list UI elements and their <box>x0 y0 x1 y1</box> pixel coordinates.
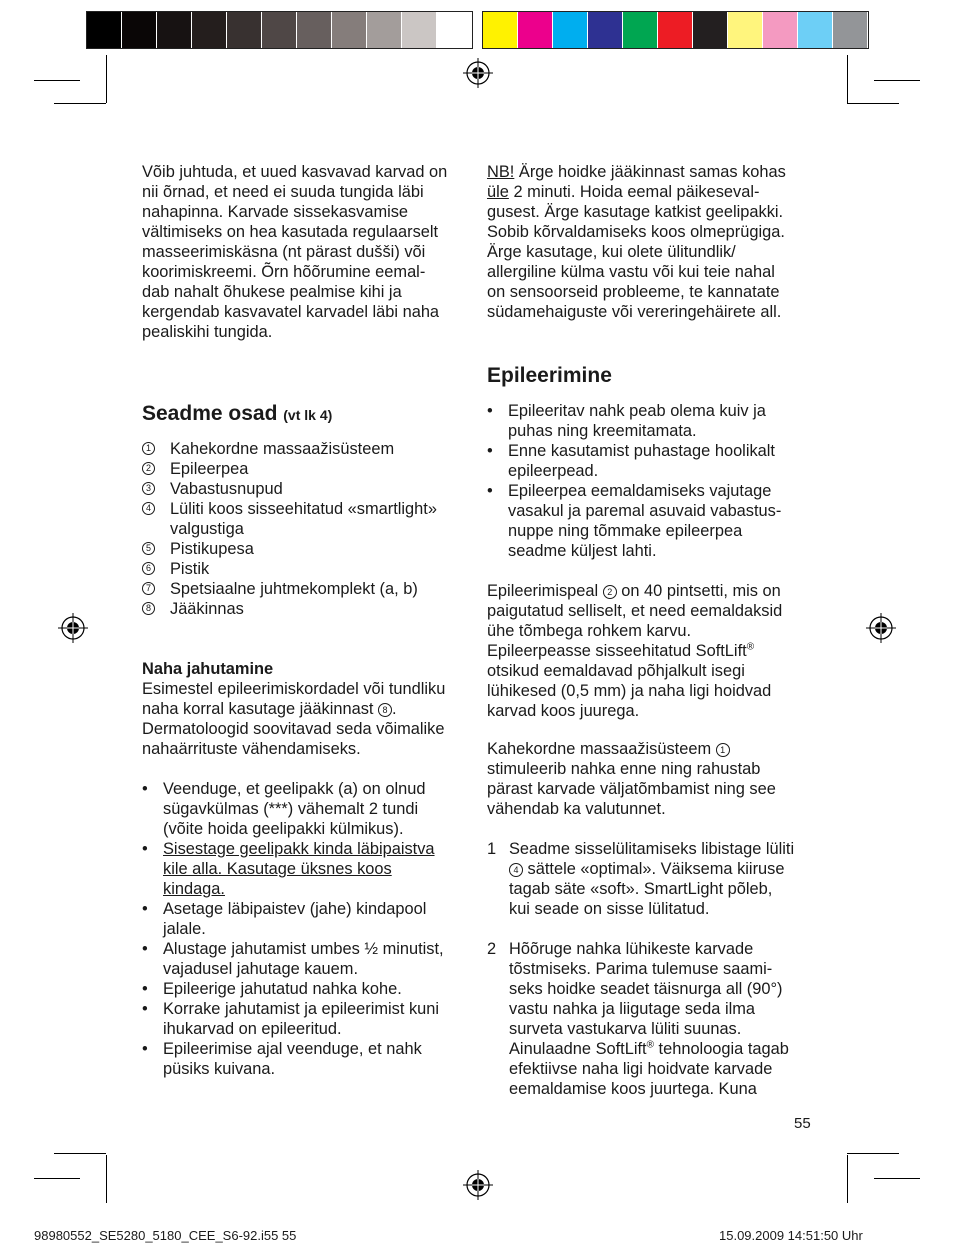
color-swatch <box>693 12 728 48</box>
list-item: • Asetage läbipaistev (jahe) kindapool jalale. <box>142 899 472 939</box>
nb-warning-paragraph: NB! Ärge hoidke jääkinnast samas kohas üle 2 minuti. Hoida eemal päikeseval- gusest. Ärge kasutage katkist geelipakki. Sobib kõrvaldamiseks koos olmeprügiga. Ärge kasutage, kui olete ülitundlik/ allergiline külma vastu või kui teie nahal on sensoorseid probleeme, te kannatate südamehaiguste või vereringehäirete all. <box>487 163 786 321</box>
circled-number: 7 <box>142 582 155 595</box>
gray-swatch <box>297 12 332 48</box>
color-calibration-bar <box>482 11 869 49</box>
circled-number: 8 <box>378 703 392 717</box>
gray-swatch <box>332 12 367 48</box>
step-number: 1 <box>487 840 497 858</box>
list-item: 2 Epileerpea <box>142 459 472 479</box>
gray-swatch <box>262 12 297 48</box>
steps-list <box>487 839 817 1099</box>
list-item: • Epileerpea eemaldamiseks vajutage vasakul ja paremal asuvaid vabastus- nuppe ning tõmmake epileerpea seadme küljest lahti. <box>487 481 817 561</box>
list-item: 8 Jääkinnas <box>142 599 472 619</box>
list-item: 5 Pistikupesa <box>142 539 472 559</box>
list-item: • Veenduge, et geelipakk (a) on olnud sügavkülmas (***) vähemalt 2 tundi (võite hoida geelipakki külmikus). <box>142 779 472 839</box>
color-swatch <box>658 12 693 48</box>
epilation-head-paragraph: Epileerimispeal 2 on 40 pintsetti, mis on paigutatud selliselt, et need eemaldaksid ühe tõmbega rohkem karvu. Epileerpeasse sisseehitatud SoftLift® otsikud eemaldavad põhjalkult isegi lühikesed (0,5 mm) ja naha ligi hoidvad karvad koos juurega. <box>487 582 783 720</box>
circled-number: 6 <box>142 562 155 575</box>
footer-timestamp: 15.09.2009 14:51:50 Uhr <box>719 1228 863 1243</box>
gray-swatch <box>157 12 192 48</box>
left-column <box>142 162 472 1079</box>
parts-heading: Seadme osad (vt lk 4) <box>142 402 333 425</box>
list-item: 7 Spetsiaalne juhtmekomplekt (a, b) <box>142 579 472 599</box>
list-item: • Sisestage geelipakk kinda läbipaistva kile alla. Kasutage üksnes koos kindaga. <box>142 839 472 899</box>
list-item: • Epileerimise ajal veenduge, et nahk püsiks kuivana. <box>142 1039 472 1079</box>
list-item: • Korrake jahutamist ja epileerimist kuni ihukarvad on epileeritud. <box>142 999 472 1039</box>
grayscale-calibration-bar <box>86 11 473 49</box>
cooling-heading: Naha jahutamine <box>142 660 274 678</box>
gray-swatch <box>402 12 437 48</box>
color-swatch <box>483 12 518 48</box>
gray-swatch <box>122 12 157 48</box>
gray-swatch <box>87 12 122 48</box>
parts-list <box>142 439 472 619</box>
list-item: 3 Vabastusnupud <box>142 479 472 499</box>
list-item: • Enne kasutamist puhastage hoolikalt epileerpead. <box>487 441 817 481</box>
color-swatch <box>623 12 658 48</box>
list-item: • Epileeritav nahk peab olema kuiv ja puhas ning kreemitamata. <box>487 401 817 441</box>
registration-mark-icon <box>463 58 493 88</box>
color-swatch <box>553 12 588 48</box>
circled-number: 8 <box>142 602 155 615</box>
circled-number: 4 <box>509 863 523 877</box>
cooling-paragraph: Esimestel epileerimiskordadel või tundliku naha korral kasutage jääkinnast 8 . Dermatoloogid soovitavad seda võimalike nahaärrituste vähendamiseks. <box>142 680 446 758</box>
right-column <box>487 162 817 1099</box>
gray-swatch <box>227 12 262 48</box>
intro-paragraph: Võib juhtuda, et uued kasvavad karvad on nii õrnad, et need ei suuda tungida läbi nahapinna. Karvade sissekasvamise vältimiseks on hea kasutada regulaarselt masseerimiskäsna (nt pärast dušši) või koorimiskreemi. Õrn hõõrumine eemal- dab nahalt õhukese pealmise kihi ja kergendab kasvavatel karvadel läbi naha pealiskihi tungida. <box>142 163 448 341</box>
gray-swatch <box>192 12 227 48</box>
circled-number: 3 <box>142 482 155 495</box>
list-item: • Epileerige jahutatud nahka kohe. <box>142 979 472 999</box>
circled-number: 1 <box>716 743 730 757</box>
color-swatch <box>798 12 833 48</box>
list-item: • Alustage jahutamist umbes ½ minutist, vajadusel jahutage kauem. <box>142 939 472 979</box>
registration-mark-icon <box>58 613 88 643</box>
page-number: 55 <box>794 1115 811 1132</box>
list-item: 4 Lüliti koos sisseehitatud «smartlight» valgustiga <box>142 499 472 539</box>
epilation-bullet-list <box>487 401 817 561</box>
color-swatch <box>833 12 868 48</box>
gray-swatch <box>367 12 402 48</box>
registration-mark-icon <box>463 1170 493 1200</box>
list-item: 1 Seadme sisselülitamiseks libistage lüliti 4 sättele «optimal». Väiksema kiiruse tagab säte «soft». SmartLight põleb, kui seade on sisse lülitatud. <box>487 840 795 918</box>
list-item: 1 Kahekordne massaažisüsteem <box>142 439 472 459</box>
list-item: 6 Pistik <box>142 559 472 579</box>
circled-number: 2 <box>603 585 617 599</box>
gray-swatch <box>437 12 472 48</box>
color-swatch <box>588 12 623 48</box>
epilation-heading: Epileerimine <box>487 364 612 387</box>
color-swatch <box>728 12 763 48</box>
nb-label: NB! <box>487 163 515 181</box>
color-swatch <box>763 12 798 48</box>
registration-mark-icon <box>866 613 896 643</box>
parts-heading-reference: (vt lk 4) <box>283 407 333 423</box>
footer-file-info: 98980552_SE5280_5180_CEE_S6-92.i55 55 <box>34 1228 297 1243</box>
circled-number: 5 <box>142 542 155 555</box>
massage-paragraph: Kahekordne massaažisüsteem 1 stimuleerib nahka enne ning rahustab pärast karvade väljatõmbamist ning see vähendab ka valutunnet. <box>487 740 776 818</box>
circled-number: 1 <box>142 442 155 455</box>
circled-number: 2 <box>142 462 155 475</box>
circled-number: 4 <box>142 502 155 515</box>
list-item: 2 Hõõruge nahka lühikeste karvade tõstmiseks. Parima tulemuse saami- seks hoidke seadet täisnurga all (90°) vastu nahka ja liigutage seda ilma surveta vastukarva lüliti suunas. Ainulaadne SoftLift® tehnoloogia tagab efektiivse naha ligi hoidvate karvade eemaldamise koos juurtega. Kuna <box>487 940 789 1098</box>
step-number: 2 <box>487 940 497 958</box>
color-swatch <box>518 12 553 48</box>
cooling-bullet-list <box>142 779 472 1079</box>
